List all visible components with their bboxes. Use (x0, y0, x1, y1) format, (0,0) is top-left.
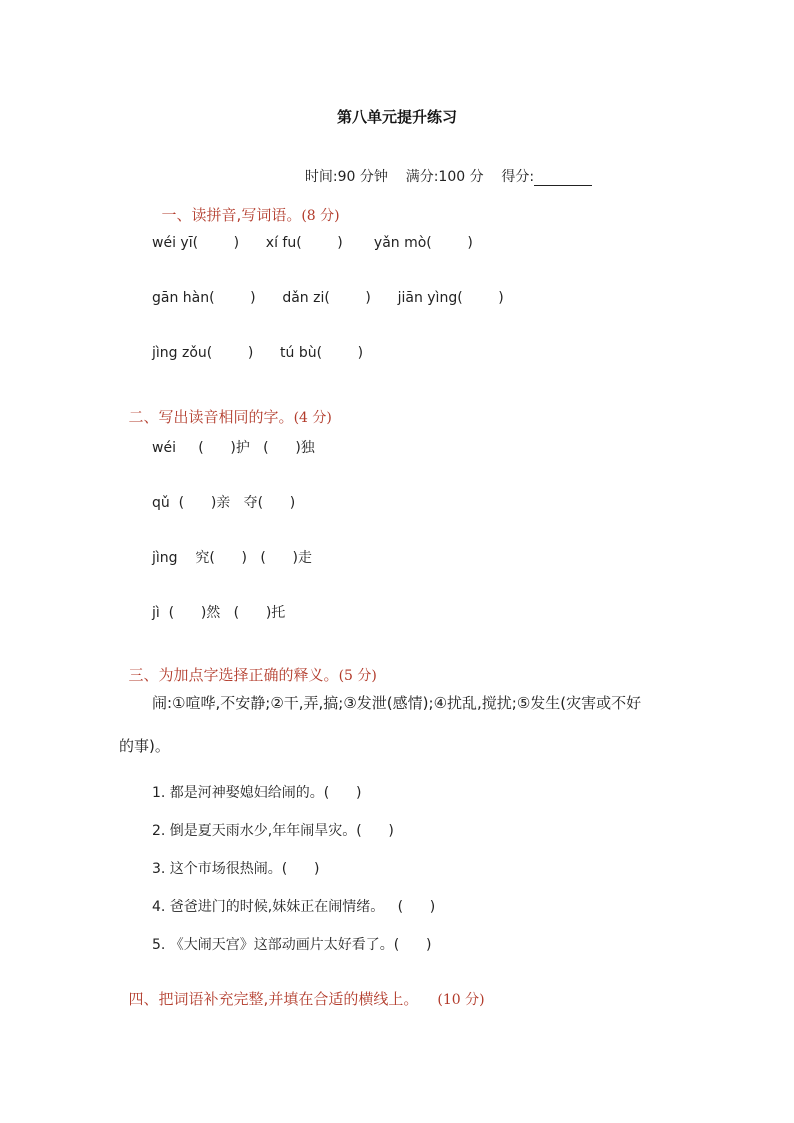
pinyin-line: gān hàn( ) dǎn zi( ) jiān yìng( ) (152, 290, 504, 306)
time-label: 时间:90 分钟 (304, 169, 388, 185)
question-item: 2. 倒是夏天雨水少,年年闹旱灾。( ) (152, 823, 394, 839)
pinyin-line: jìng zǒu( ) tú bù( ) (152, 345, 364, 361)
section-4-title: 四、把词语补充完整,并填在合适的横线上。 (128, 990, 419, 1008)
definition-text-cont: 的事)。 (119, 737, 170, 755)
section-1-title: 一、读拼音,写词语。 (161, 206, 302, 224)
page-title: 第八单元提升练习 (336, 108, 457, 126)
score-label: 得分: (501, 169, 535, 185)
exam-meta (296, 150, 592, 186)
section-3-score: (5 分) (338, 668, 377, 684)
homophone-line: qǔ ( )亲 夺( ) (152, 495, 296, 511)
section-2-title: 二、写出读音相同的字。 (128, 408, 294, 426)
definition-text: 闹:①喧哗,不安静;②干,弄,搞;③发泄(感情);④扰乱,搅扰;⑤发生(灾害或不好 (152, 694, 642, 712)
section-3-heading (119, 646, 377, 685)
section-4-heading (119, 970, 485, 1009)
pinyin-line: wéi yī( ) xí fu( ) yǎn mò( ) (152, 235, 473, 251)
section-2-score: (4 分) (293, 410, 332, 426)
section-4-score: (10 分) (437, 992, 485, 1008)
full-score-label: 满分:100 分 (405, 169, 484, 185)
score-blank[interactable] (534, 171, 592, 186)
question-item: 1. 都是河神娶媳妇给闹的。( ) (152, 785, 362, 801)
section-2-heading (119, 388, 332, 427)
question-item: 4. 爸爸进门的时候,妹妹正在闹情绪。 ( ) (152, 899, 436, 915)
section-3-title: 三、为加点字选择正确的释义。 (128, 666, 339, 684)
question-item: 3. 这个市场很热闹。( ) (152, 861, 320, 877)
section-1-heading (152, 186, 340, 225)
section-1-score: (8 分) (301, 208, 340, 224)
homophone-line: jìng 究( ) ( )走 (152, 550, 312, 566)
homophone-line: jì ( )然 ( )托 (152, 605, 286, 621)
question-item: 5. 《大闹天宫》这部动画片太好看了。( ) (152, 937, 432, 953)
homophone-line: wéi ( )护 ( )独 (152, 440, 315, 456)
